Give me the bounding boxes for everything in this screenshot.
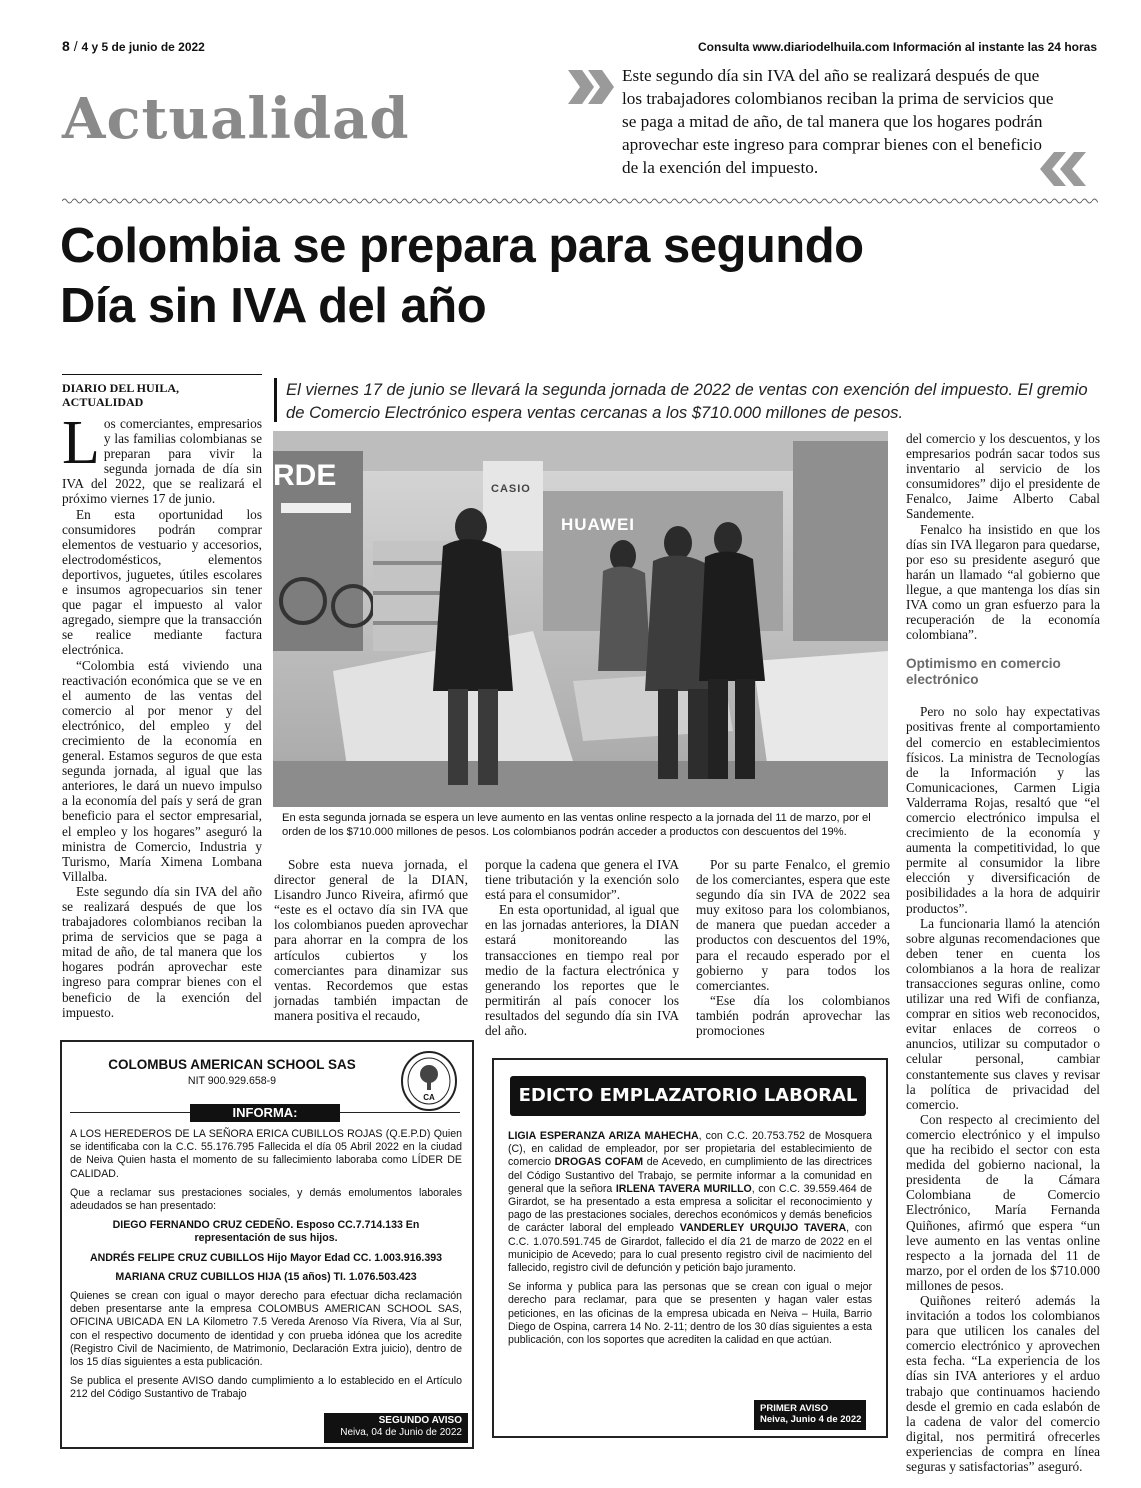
page-folio: 8 / 4 y 5 de junio de 2022 <box>62 38 205 54</box>
notice-box <box>324 1413 468 1443</box>
photo-caption: En esta segunda jornada se espera un leve aumento en las ventas online respecto a la jornada del 11 de marzo, por el orden de los $710.000 millones de pesos. Los colombianos podrán acceder a productos con descuentos del 19%. <box>282 812 871 838</box>
article-photo <box>273 431 888 807</box>
deceased-name: VANDERLEY URQUIJO TAVERA <box>679 1222 847 1235</box>
ad-paragraph: Se publica el presente AVISO dando cumplimiento a lo establecido en el Artículo 212 del Código Sustantivo de Trabajo <box>70 1375 462 1401</box>
headline-line-1: Colombia se prepara para segundo <box>60 219 864 273</box>
heir-2: ANDRÉS FELIPE CRUZ CUBILLOS Hijo Mayor Edad CC. 1.003.916.393 <box>89 1251 443 1264</box>
paragraph: os comerciantes, empresarios y las familias colombianas se preparan para vivir la segunda jornada de día sin IVA del 2022, que se realizará el próximo viernes 17 de junio. <box>62 416 262 507</box>
website-note: Consulta www.diariodelhuila.com Información al instante las 24 horas <box>698 40 1097 54</box>
store-sign-casio: CASIO <box>491 483 531 495</box>
subhead: Optimismo en comercio electrónico <box>906 656 1061 688</box>
edicto-paragraph: Se informa y publica para las personas que se crean con igual o mejor derecho para reclamar, para que se presenten y hagan valer estas peticiones, en las oficinas de la empresa ubicada en Neiva – Huila, Barrio Diego de Ospina, carrera 14 No. 2-11; dentro de los 30 días siguientes a esta publicación, con los soportes que acrediten la calidad en que actúan. <box>508 1281 872 1347</box>
ad-body <box>70 1128 462 1408</box>
paragraph: Fenalco ha insistido en que los días sin IVA llegaron para quedarse, por eso su presidente aseguró que harán un llamado “al gobierno que llegue, a que mantenga los días sin IVA como un gran esfuerzo para la recuperación de la economía colombiana”. <box>906 521 1100 643</box>
paragraph: Quiñones reiteró además la invitación a todos los colombianos para que utilicen los canales del comercio electrónico y aprovechen esta fecha. “La experiencia de los días sin IVA anteriores y el arduo trabajo que continuamos haciendo desde el gremio en cada eslabón de la cadena de valor del comercio digital, nos permitirá ofrecerles experiencias de compra en línea seguras y satisfactorias” aseguró. <box>906 1292 1100 1474</box>
rule <box>62 374 262 375</box>
edicto-title-bar <box>510 1076 866 1116</box>
logo-text: CA <box>423 1093 435 1102</box>
article-col-4 <box>696 857 890 1038</box>
notice-date: Neiva, Junio 4 de 2022 <box>760 1414 862 1425</box>
paragraph: Sobre esta nueva jornada, el director general de la DIAN, Lisandro Junco Riveira, afirmó que “este es el octavo día sin IVA que los colombianos pueden aprovechar para ahorrar en la compra de los artículos cubiertos y los comerciantes para dinamizar sus ventas. Recordemos que estas jornadas también impactan de manera positiva el recaudo, <box>274 857 468 1023</box>
notice-label: SEGUNDO AVISO <box>378 1415 462 1426</box>
paragraph: La funcionaria llamó la atención sobre algunas recomendaciones que deben tener en cuenta los colombianos a la hora de realizar transacciones seguras online, como utilizar una red Wifi de confianza, comprar en sitios web reconocidos, evitar enlaces de correos o anuncios, utilizar su computador o celular personal, cambiar constantemente sus claves y revisar la política de privacidad del comercio. <box>906 915 1100 1112</box>
article-col-5 <box>906 431 1100 1474</box>
issue-date: 4 y 5 de junio de 2022 <box>81 40 205 54</box>
edicto-body <box>508 1130 872 1353</box>
chevron-open-icon <box>568 70 616 109</box>
ad-nit: NIT 900.929.658-9 <box>187 1075 277 1087</box>
article-col-1 <box>62 409 262 1020</box>
paragraph: del comercio y los descuentos, y los empresarios podrán sacar todos sus inventario al servicio de los consumidores” dijo el presidente de Fenalco, Jaime Alberto Cabal Sandemente. <box>906 431 1100 522</box>
store-sign-left: RDE <box>273 459 337 492</box>
notice-label: PRIMER AVISO <box>760 1403 829 1414</box>
chevron-close-icon <box>1040 152 1088 191</box>
headline <box>60 216 864 336</box>
edicto-paragraph: LIGIA ESPERANZA ARIZA MAHECHA, con C.C. 20.753.752 de Mosquera (C), en calidad de empleador, por ser propietaria del establecimiento de comercio DROGAS COFAM de Acevedo, en cumplimiento de las directrices del Código Sustantivo del Trabajo, se permite informar a la comunidad en general que la señora IRLENA TAVERA MURILLO, con C.C. 39.559.464 de Girardot, se ha presentado a esta empresa a solicitar el reconocimiento y pago de las prestaciones sociales, derechos económicos y demás beneficios de carácter laboral del empleado VANDERLEY URQUIJO TAVERA, con C.C. 1.070.591.745 de Girardot, fallecido el día 21 de marzo de 2022 en el municipio de Acevedo; para lo cual presento registro civil de nacimiento del fallecido, registro civil de defunción y petición bajo juramento. <box>508 1130 873 1275</box>
paragraph: En esta oportunidad, al igual que en las jornadas anteriores, la DIAN estará monitoreando las transacciones en tiempo real por medio de la factura electrónica y generando los reportes que le permitirán al país conocer los resultados del segundo día sin IVA del año. <box>485 902 679 1039</box>
claimant-name: IRLENA TAVERA MURILLO <box>615 1182 752 1195</box>
headline-line-2: Día sin IVA del año <box>60 279 487 333</box>
heir-1: DIEGO FERNANDO CRUZ CEDEÑO. Esposo CC.7.714.133 En representación de sus hijos. <box>112 1219 420 1245</box>
ad-colombus-school <box>60 1040 474 1449</box>
article-col-3 <box>485 857 679 1038</box>
paragraph: En esta oportunidad los consumidores podrán comprar elementos de vestuario y accesorios, electrodomésticos, elementos deportivos, juguetes, útiles escolares e insumos agropecuarios sin tener que pagar el impuesto al valor agregado, siempre que la transacción se realice mediante factura electrónica. <box>62 506 262 658</box>
notice-date: Neiva, 04 de Junio de 2022 <box>340 1427 462 1438</box>
store-sign-huawei: HUAWEI <box>561 515 635 534</box>
informa-label: INFORMA: <box>190 1104 340 1122</box>
paragraph: “Ese día los colombianos también podrán aprovechar las promociones <box>696 992 890 1039</box>
informa-banner <box>70 1104 460 1122</box>
section-divider <box>62 192 1098 200</box>
byline <box>62 381 179 409</box>
section-title: Actualidad <box>62 86 410 152</box>
paragraph: Por su parte Fenalco, el gremio de los comerciantes, espera que este segundo día sin IVA de 2022 sea muy exitoso para los colombianos, de manera que puedan acceder a productos con descuentos del 19%, para el recaudo esperado por el gobierno y para todos los comerciantes. <box>696 857 890 993</box>
ad-paragraph: Quienes se crean con igual o mayor derecho para efectuar dicha reclamación deben presentarse ante la empresa COLOMBUS AMERICAN SCHOOL SAS, OFICINA UBICADA EN LA Kilometro 7.5 Vereda Arenoso Vía Rivera, Vía al Sur, con el respectivo documento de identidad y con prueba idónea que los acredite (Registro Civil de Nacimiento, de Matrimonio, Declaración Extra juicio), dentro de los 15 días siguientes a esta publicación. <box>70 1290 462 1369</box>
ad-paragraph: A LOS HEREDEROS DE LA SEÑORA ERICA CUBILLOS ROJAS (Q.E.P.D) Quien se identificaba con la C.C. 55.176.795 Fallecida el día 05 Abril 2022 en la ciudad de Neiva Quien hasta el momento de su fallecimiento laboraba como LÍDER DE CALIDAD. <box>70 1128 462 1180</box>
paragraph: “Colombia está viviendo una reactivación económica que se ve en el aumento de las ventas del comercio al por menor y del electrónico, del empleo y del crecimiento de la economía en general. Estamos seguros de que esta segunda jornada, al igual que las anteriores, le dará un nuevo impulso a la economía del país y será de gran beneficio para el sector empresarial, el empleo y los hogares” aseguró la ministra de Comercio, Industria y Turismo, María Ximena Lombana Villalba. <box>62 657 262 884</box>
paragraph: porque la cadena que genera el IVA tiene tributación y la exención solo está para el consumidor”. <box>485 857 679 903</box>
ad-paragraph: Que a reclamar sus prestaciones sociales, y demás emolumentos laborales adeudados se han presentado: <box>70 1186 462 1213</box>
heir-3: MARIANA CRUZ CUBILLOS HIJA (15 años) TI. 1.076.503.423 <box>115 1270 417 1283</box>
employer-name: LIGIA ESPERANZA ARIZA MAHECHA <box>508 1130 699 1142</box>
store-name: DROGAS COFAM <box>554 1156 644 1169</box>
edicto-title: EDICTO EMPLAZATORIO LABORAL <box>518 1085 858 1106</box>
pull-quote: Este segundo día sin IVA del año se realizará después de que los trabajadores colombianos reciban la prima de servicios que se paga a mitad de año, de tal manera que los hogares podrán aprovechar este ingreso para comprar bienes con el beneficio de la exención del impuesto. <box>622 66 1054 177</box>
deck: El viernes 17 de junio se llevará la segunda jornada de 2022 de ventas con exención del impuesto. El gremio de Comercio Electrónico espera ventas cercanas a los $710.000 millones de pesos. <box>286 380 1088 422</box>
page-number: 8 <box>62 38 70 54</box>
byline-section: ACTUALIDAD <box>62 395 144 409</box>
ad-edicto <box>492 1058 888 1438</box>
paragraph: Con respecto al crecimiento del comercio electrónico y el impulso que ha recibido el sector con esta medida del gobierno nacional, la presidenta de la Cámara Colombiana de Comercio Electrónico, María Fernanda Quiñones, afirmó que espera “un leve aumento en las ventas online respecto a la jornada del 11 de marzo, por el orden de los $710.000 millones de pesos. <box>906 1111 1100 1293</box>
paragraph: Este segundo día sin IVA del año se realizará después de que los trabajadores colombianos reciban la prima de servicios que se paga a mitad de año, de tal manera que los hogares podrán aprovechar este ingreso para comprar bienes con el beneficio de la exención del impuesto. <box>62 883 262 1020</box>
school-logo <box>400 1050 458 1112</box>
notice-box <box>754 1400 866 1430</box>
byline-source: DIARIO DEL HUILA, <box>62 381 180 395</box>
deck-bar <box>274 378 277 422</box>
drop-cap: L <box>62 409 100 477</box>
ad-title: COLOMBUS AMERICAN SCHOOL SAS <box>108 1057 356 1072</box>
article-col-2 <box>274 857 468 1023</box>
paragraph: Pero no solo hay expectativas positivas frente al comportamiento del comercio en establecimientos físicos. La ministra de Tecnologías de la Información y las Comunicaciones, Carmen Ligia Valderrama Rojas, resaltó que “el comercio electrónico impulsa el crecimiento de la economía y aumenta la competitividad, lo que permite al consumidor la libre elección y diversificación de posibilidades a la hora de adquirir productos”. <box>906 704 1100 916</box>
